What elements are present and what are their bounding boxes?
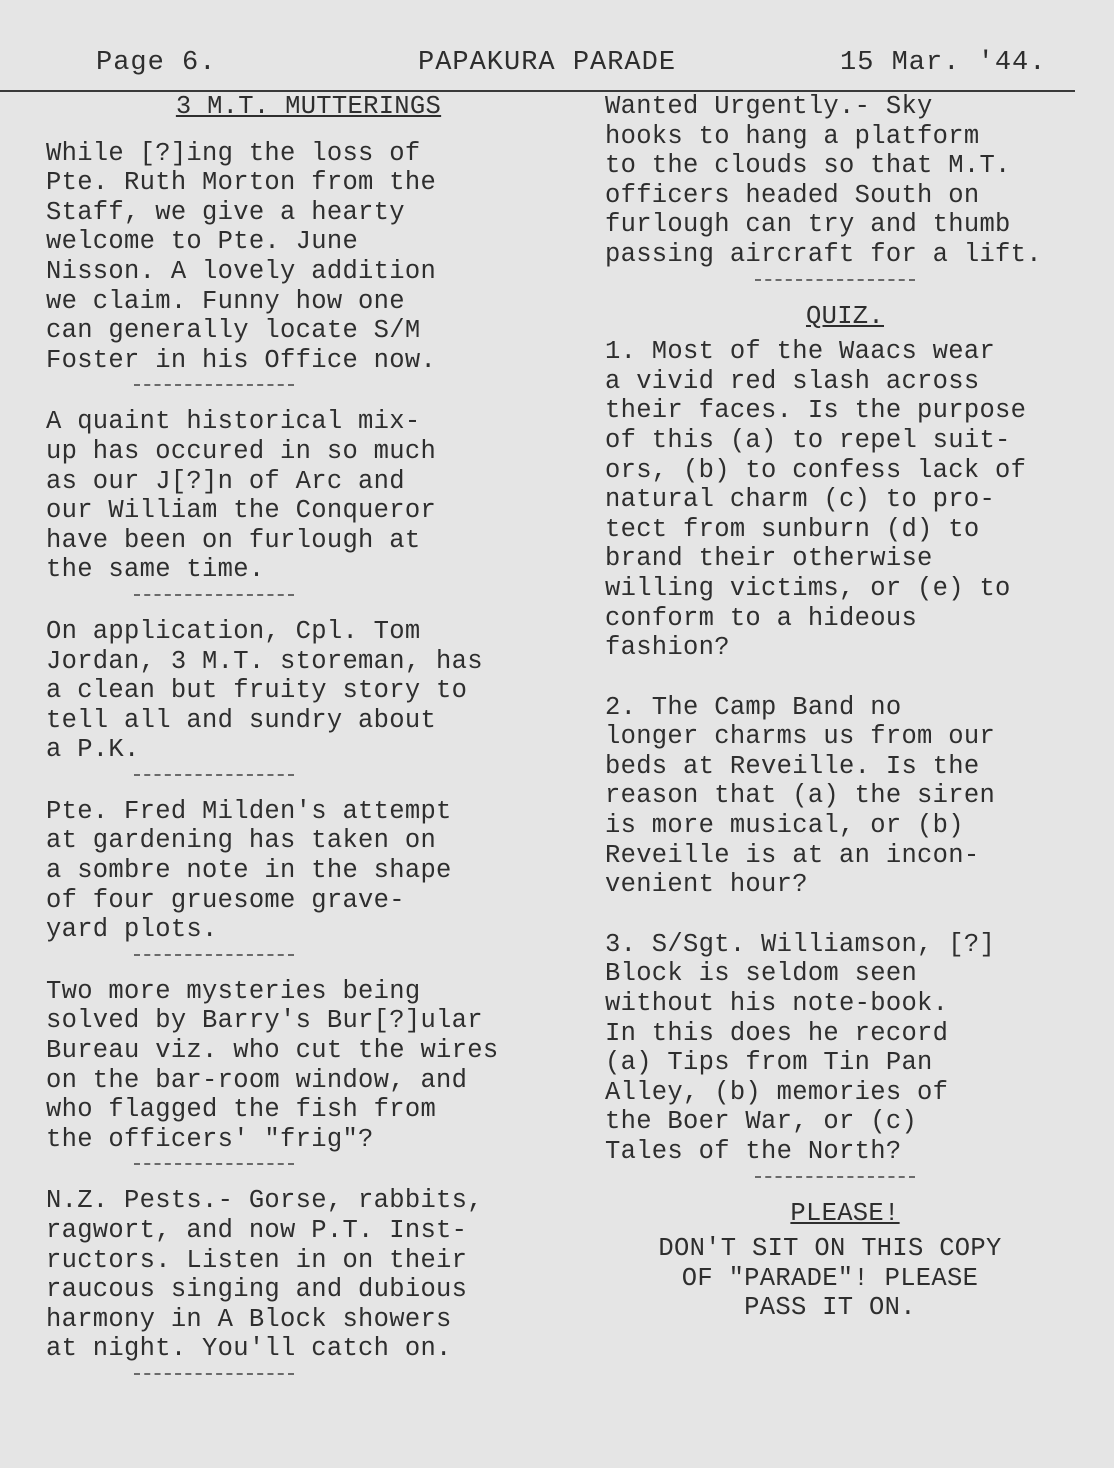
text-line: A quaint historical mix- bbox=[46, 407, 421, 437]
issue-date: 15 Mar. '44. bbox=[840, 48, 1047, 78]
text-line: can generally locate S/M bbox=[46, 316, 421, 346]
text-line: Bureau viz. who cut the wires bbox=[46, 1036, 499, 1066]
mutterings-body bbox=[46, 139, 571, 1375]
text-line: Wanted Urgently.- Sky bbox=[605, 92, 933, 121]
text-line: their faces. Is the purpose bbox=[605, 396, 1027, 426]
text-line: solved by Barry's Bur[?]ular bbox=[46, 1006, 483, 1036]
text-line: Jordan, 3 M.T. storeman, has bbox=[46, 646, 483, 676]
text-line: we claim. Funny how one bbox=[46, 286, 405, 316]
text-line: ors, (b) to confess lack of bbox=[605, 455, 1027, 485]
text-line: Block is seldom seen bbox=[605, 959, 918, 989]
mutterings-item bbox=[46, 1186, 571, 1364]
text-line: natural charm (c) to pro- bbox=[605, 485, 996, 515]
text-line: a clean but fruity story to bbox=[46, 676, 468, 706]
text-line: Pte. Ruth Morton from the bbox=[46, 168, 437, 198]
text-line: officers headed South on bbox=[605, 180, 980, 210]
text-line: to the clouds so that M.T. bbox=[605, 151, 1011, 181]
separator bbox=[134, 384, 294, 386]
page-number: Page 6. bbox=[96, 48, 217, 78]
text-line: without his note-book. bbox=[605, 989, 949, 1019]
question-gap bbox=[605, 663, 1085, 693]
text-line: of four gruesome grave- bbox=[46, 885, 405, 915]
text-line: N.Z. Pests.- Gorse, rabbits, bbox=[46, 1186, 483, 1216]
text-line: is more musical, or (b) bbox=[605, 811, 964, 841]
notice-line: PASS IT ON. bbox=[744, 1293, 916, 1323]
text-line: While [?]ing the loss of bbox=[46, 138, 421, 168]
text-line: Pte. Fred Milden's attempt bbox=[46, 796, 452, 826]
quiz-question bbox=[605, 337, 1085, 663]
text-line: at gardening has taken on bbox=[46, 826, 437, 856]
notice-line: DON'T SIT ON THIS COPY bbox=[658, 1234, 1002, 1264]
page-header bbox=[0, 48, 1114, 88]
text-line: tect from sunburn (d) to bbox=[605, 514, 980, 544]
text-line: welcome to Pte. June bbox=[46, 227, 359, 257]
text-line: passing aircraft for a lift. bbox=[605, 239, 1042, 269]
section-title-please: PLEASE! bbox=[790, 1198, 900, 1228]
section-title-mutterings: 3 M.T. MUTTERINGS bbox=[175, 92, 442, 121]
separator bbox=[134, 1373, 294, 1375]
text-line: reason that (a) the siren bbox=[605, 781, 996, 811]
text-line: tell all and sundry about bbox=[46, 705, 437, 735]
text-line: up has occured in so much bbox=[46, 436, 437, 466]
separator bbox=[755, 1176, 915, 1178]
text-line: On application, Cpl. Tom bbox=[46, 616, 421, 646]
text-line: In this does he record bbox=[605, 1018, 949, 1048]
text-line: ragwort, and now P.T. Inst- bbox=[46, 1216, 468, 1245]
text-line: as our J[?]n of Arc and bbox=[46, 466, 405, 496]
text-line: at night. You'll catch on. bbox=[46, 1334, 452, 1364]
separator bbox=[755, 279, 915, 281]
text-line: (a) Tips from Tin Pan bbox=[605, 1048, 933, 1078]
text-line: Staff, we give a hearty bbox=[46, 197, 405, 227]
mutterings-item bbox=[46, 139, 571, 376]
text-line: hooks to hang a platform bbox=[605, 121, 980, 151]
separator bbox=[134, 954, 294, 956]
mutterings-item bbox=[46, 797, 571, 945]
mutterings-item bbox=[46, 617, 571, 765]
separator bbox=[134, 594, 294, 596]
text-line: raucous singing and dubious bbox=[46, 1275, 468, 1305]
text-line: a P.K. bbox=[46, 735, 140, 765]
text-line: the same time. bbox=[46, 555, 265, 585]
please-notice bbox=[605, 1234, 1085, 1323]
text-line: our William the Conqueror bbox=[46, 496, 437, 526]
text-line: ructors. Listen in on their bbox=[46, 1245, 468, 1275]
section-title-quiz: QUIZ. bbox=[805, 301, 884, 331]
text-line: Reveille is at an incon- bbox=[605, 840, 980, 870]
text-line: Nisson. A lovely addition bbox=[46, 256, 437, 286]
text-line: venient hour? bbox=[605, 870, 808, 900]
mutterings-item bbox=[46, 407, 571, 585]
text-line: Alley, (b) memories of bbox=[605, 1077, 949, 1107]
text-line: yard plots. bbox=[46, 915, 218, 945]
text-line: Two more mysteries being bbox=[46, 976, 421, 1006]
separator bbox=[134, 774, 294, 776]
text-line: 3. S/Sgt. Williamson, [?] bbox=[605, 929, 996, 959]
text-line: the officers' "frig"? bbox=[46, 1124, 374, 1154]
text-line: longer charms us from our bbox=[605, 722, 996, 752]
text-line: willing victims, or (e) to bbox=[605, 573, 1011, 603]
text-line: 1. Most of the Waacs wear bbox=[605, 337, 996, 367]
left-column bbox=[46, 92, 571, 1396]
separator bbox=[134, 1163, 294, 1165]
question-gap bbox=[605, 900, 1085, 930]
text-line: on the bar-room window, and bbox=[46, 1065, 468, 1095]
text-line: fashion? bbox=[605, 633, 730, 663]
mutterings-item bbox=[46, 977, 571, 1155]
notice-line: OF "PARADE"! PLEASE bbox=[681, 1263, 979, 1293]
text-line: have been on furlough at bbox=[46, 525, 421, 555]
right-column bbox=[605, 92, 1085, 1323]
text-line: the Boer War, or (c) bbox=[605, 1107, 918, 1137]
text-line: conform to a hideous bbox=[605, 603, 918, 633]
text-line: furlough can try and thumb bbox=[605, 210, 1011, 240]
quiz-question bbox=[605, 930, 1085, 1167]
text-line: a vivid red slash across bbox=[605, 366, 980, 396]
text-line: beds at Reveille. Is the bbox=[605, 751, 980, 781]
text-line: brand their otherwise bbox=[605, 544, 933, 574]
quiz-question bbox=[605, 693, 1085, 900]
wanted-urgently-notice bbox=[605, 92, 1085, 270]
quiz-body bbox=[605, 337, 1085, 1166]
text-line: who flagged the fish from bbox=[46, 1095, 437, 1125]
text-line: Tales of the North? bbox=[605, 1137, 902, 1166]
text-line: 2. The Camp Band no bbox=[605, 692, 902, 722]
text-line: of this (a) to repel suit- bbox=[605, 425, 1011, 455]
text-line: Foster in his Office now. bbox=[46, 345, 437, 375]
publication-title: PAPAKURA PARADE bbox=[418, 48, 677, 78]
text-line: harmony in A Block showers bbox=[46, 1304, 452, 1334]
text-line: a sombre note in the shape bbox=[46, 856, 452, 886]
